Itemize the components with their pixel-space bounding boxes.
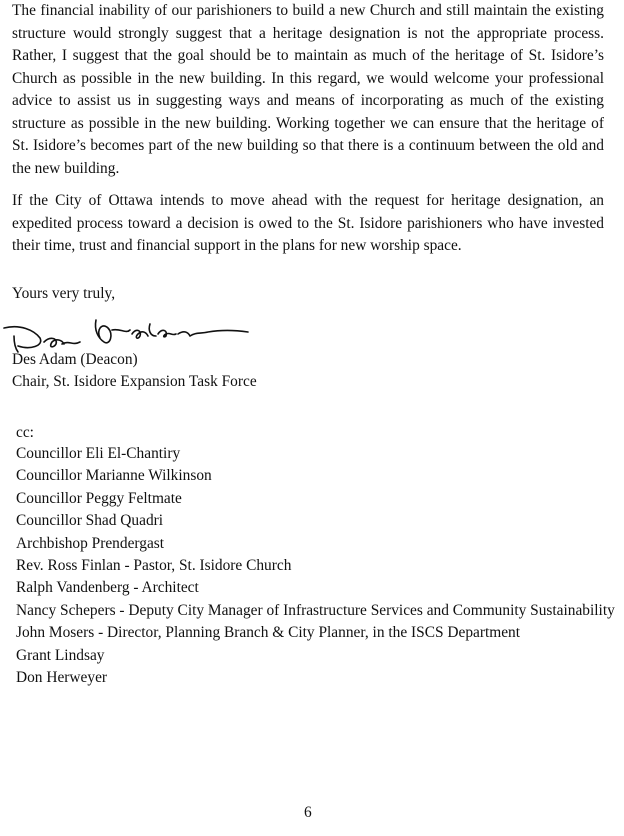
cc-recipient: Councillor Peggy Feltmate [16,489,182,507]
cc-label: cc: [16,424,34,441]
body-paragraph-1: The financial inability of our parishioners to build a new Church and still maintain the existing structure would strongly suggest that a heritage designation is not the appropriate process. Rather, I suggest that the goal should be to maintain as much of the heritage of St. Isidore’s Church as possible in the new building. In this regard, we would welcome your professional advice to assist us in suggesting ways and means of incorporating as much of the existing structure as possible in the new building. Working together we can ensure that the heritage of St. Isidore’s becomes part of the new building so that there is a continuum between the old and the new building. [12,2,604,177]
cc-recipient: Ralph Vandenberg - Architect [16,579,199,597]
signer-title: Chair, St. Isidore Expansion Task Force [12,373,257,390]
cc-recipient: Nancy Schepers - Deputy City Manager of Infrastructure Services and Community Sustainability [16,601,615,619]
closing-salutation: Yours very truly, [12,285,116,302]
signer-name: Des Adam (Deacon) [12,351,138,368]
cc-list [16,443,615,689]
body-paragraph-2: If the City of Ottawa intends to move ahead with the request for heritage designation, an expedited process toward a decision is owed to the St. Isidore parishioners who have invested their time, trust and financial support in the plans for new worship space. [12,192,604,254]
cc-recipient: Archbishop Prendergast [16,534,165,552]
cc-recipient: Councillor Shad Quadri [16,512,164,530]
cc-recipient: John Mosers - Director, Planning Branch & City Planner, in the ISCS Department [16,624,521,642]
cc-recipient: Councillor Marianne Wilkinson [16,467,212,485]
cc-recipient: Grant Lindsay [16,646,105,664]
cc-recipient: Councillor Eli El-Chantiry [16,445,181,462]
cc-recipient: Don Herweyer [16,669,108,687]
page-number: 6 [304,804,312,821]
cc-recipient: Rev. Ross Finlan - Pastor, St. Isidore Church [16,557,292,575]
